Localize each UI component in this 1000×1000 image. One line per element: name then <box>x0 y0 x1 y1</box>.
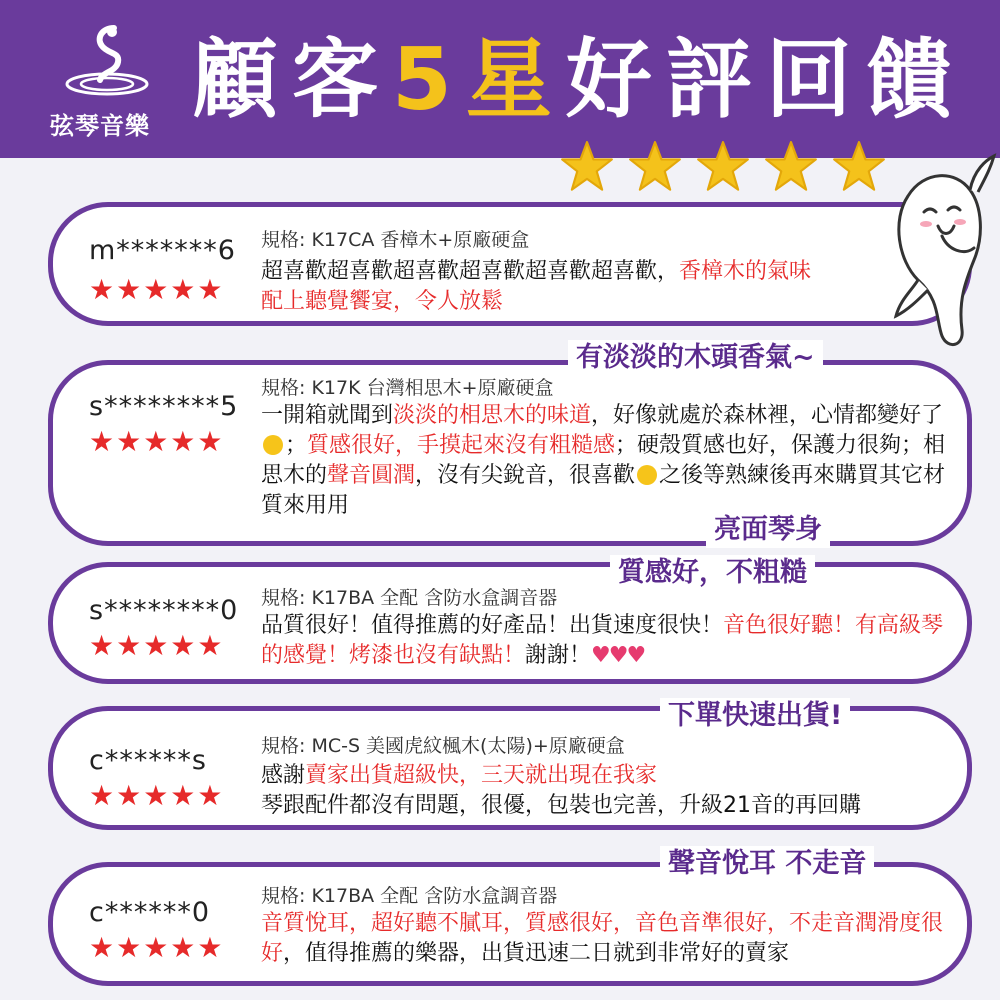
highlight-tag: 質感好，不粗糙 <box>610 555 815 591</box>
review-text-part: 之後等熟練後再來購買其它材質來用用 <box>261 463 946 518</box>
reviewer-name: c******s <box>89 745 207 776</box>
review-highlight: 質感很好，手摸起來沒有粗糙感 <box>307 433 616 458</box>
heart-eyes-face-icon <box>637 465 657 485</box>
review-text-part: ； <box>285 433 308 458</box>
star-icon <box>628 140 682 194</box>
product-spec: 規格: K17BA 全配 含防水盒調音器 <box>261 885 558 907</box>
star-rating: ★★★★★ <box>89 425 225 458</box>
review-card-2 <box>48 360 972 546</box>
reviewer-name: m*******6 <box>89 235 236 266</box>
star-icon <box>696 140 750 194</box>
star-rating: ★★★★★ <box>89 273 225 306</box>
ghost-mascot-icon <box>878 140 1000 360</box>
star-rating: ★★★★★ <box>89 931 225 964</box>
review-text <box>261 611 961 671</box>
music-note-logo-icon <box>62 22 152 102</box>
review-highlight: 音色很好聽！有高級琴的感覺！烤漆也沒有缺點！ <box>261 613 944 668</box>
star-icon <box>764 140 818 194</box>
page-title <box>192 20 966 140</box>
grinning-face-icon <box>263 435 283 455</box>
review-text-part: ，值得推薦的樂器，出貨迅速二日就到非常好的賣家 <box>283 941 790 966</box>
highlight-tag: 下單快速出貨! <box>660 698 850 734</box>
star-rating: ★★★★★ <box>89 779 225 812</box>
review-highlight: 賣家出貨超級快，三天就出現在我家 <box>305 763 658 788</box>
review-highlight: 音質悅耳，超好聽不膩耳，質感很好，音色音準很好，不走音潤滑度很好 <box>261 911 944 966</box>
review-text <box>261 761 961 821</box>
star-icon <box>560 140 614 194</box>
review-card-3 <box>48 562 972 684</box>
review-text <box>261 401 961 521</box>
review-highlight: 聲音圓潤 <box>327 463 416 488</box>
product-spec: 規格: MC-S 美國虎紋楓木(太陽)+原廠硬盒 <box>261 735 625 757</box>
review-highlight: 淡淡的相思木的味道 <box>393 403 592 428</box>
review-text-part: 超喜歡超喜歡超喜歡超喜歡超喜歡超喜歡， <box>261 259 680 284</box>
product-spec: 規格: K17BA 全配 含防水盒調音器 <box>261 587 558 609</box>
hearts-icon: ♥♥♥ <box>591 643 645 668</box>
header-banner <box>0 0 1000 158</box>
reviewer-name: s********0 <box>89 595 239 626</box>
review-text <box>261 257 881 317</box>
review-text-part: ，好像就處於森林裡，心情都變好了 <box>591 403 944 428</box>
reviewer-name: c******0 <box>89 897 211 928</box>
review-text-part: ；硬殼質感也好，保護力很夠；相思木的 <box>261 433 946 488</box>
brand-name: 弦琴音樂 <box>50 112 150 140</box>
title-part2: 好評回饋 <box>565 30 966 130</box>
highlight-tag: 聲音悅耳 不走音 <box>660 846 874 882</box>
product-spec: 規格: K17K 台灣相思木+原廠硬盒 <box>261 377 554 399</box>
review-text-part: 品質很好！值得推薦的好產品！出貨速度很快！ <box>261 613 724 638</box>
reviewer-name: s********5 <box>89 391 239 422</box>
highlight-tag: 有淡淡的木頭香氣~ <box>568 340 823 376</box>
review-text-part: 感謝 <box>261 763 306 788</box>
review-highlight: 配上聽覺饗宴，令人放鬆 <box>261 289 504 314</box>
five-star-rating <box>560 140 886 196</box>
review-text <box>261 909 961 969</box>
review-text-part: ，沒有尖銳音，很喜歡 <box>415 463 636 488</box>
highlight-tag: 亮面琴身 <box>706 512 830 548</box>
review-highlight: 香樟木的氣味 <box>679 259 812 284</box>
title-number: 5 <box>392 30 466 130</box>
review-text-part: 琴跟配件都沒有問題，很優，包裝也完善，升級21音的再回購 <box>261 793 861 818</box>
review-card-1 <box>48 202 972 326</box>
review-text-part: 謝謝！ <box>525 643 592 668</box>
review-text-part: 一開箱就聞到 <box>261 403 394 428</box>
product-spec: 規格: K17CA 香樟木+原廠硬盒 <box>261 229 530 251</box>
star-rating: ★★★★★ <box>89 629 225 662</box>
title-part1: 顧客 <box>192 30 392 130</box>
title-star-word: 星 <box>465 30 566 130</box>
